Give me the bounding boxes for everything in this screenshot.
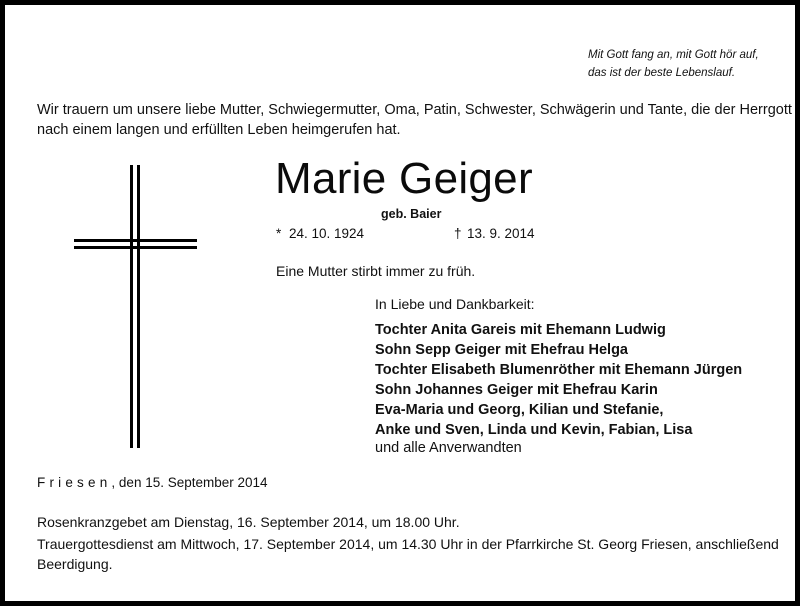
birth-symbol: *	[276, 226, 282, 241]
rosary-notice: Rosenkranzgebet am Dienstag, 16. September 2014, um 18.00 Uhr.	[37, 514, 460, 530]
mourner-line: Tochter Anita Gareis mit Ehemann Ludwig	[375, 322, 666, 338]
mourner-line: Tochter Elisabeth Blumenröther mit Ehemann Jürgen	[375, 362, 743, 378]
maiden-name: geb. Baier	[381, 207, 442, 221]
mass-notice-line-1: Trauergottesdienst am Mittwoch, 17. September 2014, um 14.30 Uhr in der Pfarrkirche St. Georg Friesen, anschließend	[37, 536, 779, 552]
mourner-line: Anke und Sven, Linda und Kevin, Fabian, Lisa	[375, 422, 693, 438]
death-symbol: †	[454, 226, 462, 241]
death-date: 13. 9. 2014	[467, 226, 535, 241]
intro-line-2: nach einem langen und erfüllten Leben heimgerufen hat.	[37, 122, 401, 138]
mourner-line: Eva-Maria und Georg, Kilian und Stefanie,	[375, 402, 664, 418]
motto-line-2: das ist der beste Lebenslauf.	[588, 67, 736, 79]
place-date: , den 15. September 2014	[111, 475, 268, 490]
mourner-line: Sohn Sepp Geiger mit Ehefrau Helga	[375, 342, 628, 358]
place-town: Friesen	[37, 475, 112, 490]
intro-line-1: Wir trauern um unsere liebe Mutter, Schwiegermutter, Oma, Patin, Schwester, Schwägerin und Tante, die der Herrgott	[37, 102, 792, 118]
quote: Eine Mutter stirbt immer zu früh.	[276, 263, 476, 279]
mass-notice-line-2: Beerdigung.	[37, 556, 113, 572]
thanks-line: In Liebe und Dankbarkeit:	[375, 296, 535, 312]
relatives-line: und alle Anverwandten	[375, 440, 522, 456]
birth-date: 24. 10. 1924	[289, 226, 365, 241]
deceased-name: Marie Geiger	[275, 154, 533, 203]
motto-line-1: Mit Gott fang an, mit Gott hör auf,	[588, 49, 759, 61]
mourner-line: Sohn Johannes Geiger mit Ehefrau Karin	[375, 382, 658, 398]
place-date-line	[37, 475, 268, 490]
